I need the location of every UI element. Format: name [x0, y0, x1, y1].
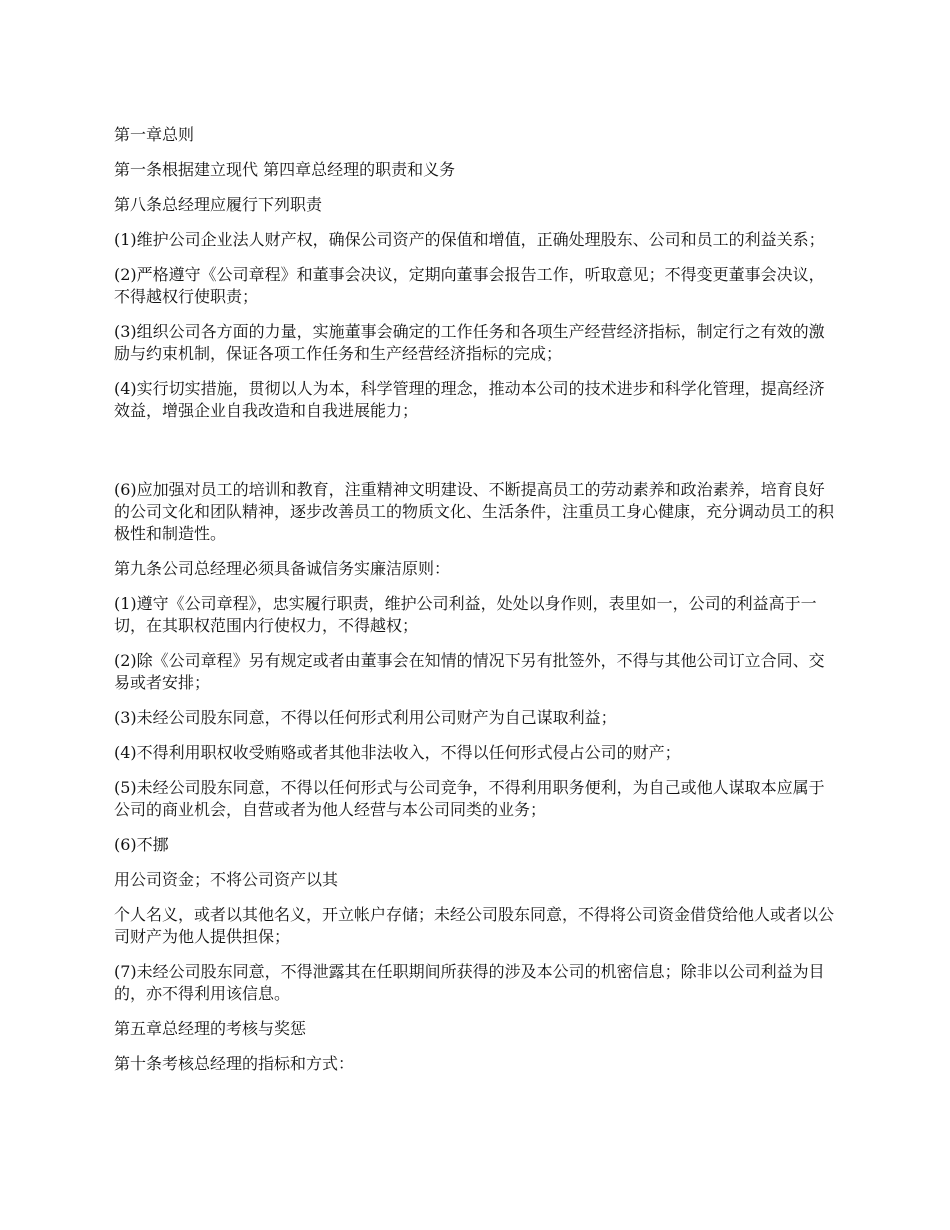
- blank-gap: [114, 435, 834, 479]
- document-page: [114, 124, 834, 1088]
- integrity-item-6-part-2: 用公司资金；不将公司资产以其: [114, 870, 339, 889]
- duty-item-3: (3)组织公司各方面的力量，实施董事会确定的工作任务和各项生产经营经济指标，制定行之有效的激励与约束机制，保证各项工作任务和生产经营经济指标的完成；: [114, 322, 825, 363]
- chapter-5-heading: 第五章总经理的考核与奖惩: [114, 1019, 307, 1038]
- integrity-item-6-part-3: 个人名义，或者以其他名义，开立帐户存储；未经公司股东同意，不得将公司资金借贷给他人或者以公司财产为他人提供担保；: [114, 905, 835, 946]
- article-10-heading: 第十条考核总经理的指标和方式：: [114, 1054, 355, 1073]
- integrity-item-2: (2)除《公司章程》另有规定或者由董事会在知情的情况下另有批签外，不得与其他公司订立合同、交易或者安排；: [114, 651, 825, 692]
- integrity-item-3: (3)未经公司股东同意，不得以任何形式利用公司财产为自己谋取利益；: [114, 708, 617, 727]
- integrity-item-6-part-1: (6)不挪: [114, 835, 169, 854]
- chapter-1-heading: 第一章总则: [114, 125, 195, 144]
- integrity-item-1: (1)遵守《公司章程》，忠实履行职责，维护公司利益，处处以身作则，表里如一，公司的利益高于一切，在其职权范围内行使权力，不得越权；: [114, 594, 817, 635]
- article-1-text: 第一条根据建立现代 第四章总经理的职责和义务: [114, 160, 456, 179]
- duty-item-4: (4)实行切实措施，贯彻以人为本，科学管理的理念，推动本公司的技术进步和科学化管理，提高经济效益，增强企业自我改造和自我进展能力；: [114, 379, 825, 420]
- duty-item-6: (6)应加强对员工的培训和教育，注重精神文明建设、不断提高员工的劳动素养和政治素养，培育良好的公司文化和团队精神，逐步改善员工的物质文化、生活条件，注重员工身心健康，充分调动员工的积极性和制造性。: [114, 480, 835, 543]
- duty-item-2: (2)严格遵守《公司章程》和董事会决议，定期向董事会报告工作，听取意见；不得变更董事会决议，不得越权行使职责；: [114, 265, 825, 306]
- integrity-item-4: (4)不得利用职权收受贿赂或者其他非法收入，不得以任何形式侵占公司的财产；: [114, 743, 681, 762]
- duty-item-1: (1)维护公司企业法人财产权，确保公司资产的保值和增值，正确处理股东、公司和员工的利益关系；: [114, 230, 825, 249]
- article-8-heading: 第八条总经理应履行下列职责: [114, 195, 323, 214]
- article-9-heading: 第九条公司总经理必须具备诚信务实廉洁原则：: [114, 559, 451, 578]
- integrity-item-5: (5)未经公司股东同意，不得以任何形式与公司竞争，不得利用职务便利，为自己或他人谋取本应属于公司的商业机会，自营或者为他人经营与本公司同类的业务；: [114, 778, 825, 819]
- integrity-item-7: (7)未经公司股东同意，不得泄露其在任职期间所获得的涉及本公司的机密信息；除非以公司利益为目的，亦不得利用该信息。: [114, 962, 825, 1003]
